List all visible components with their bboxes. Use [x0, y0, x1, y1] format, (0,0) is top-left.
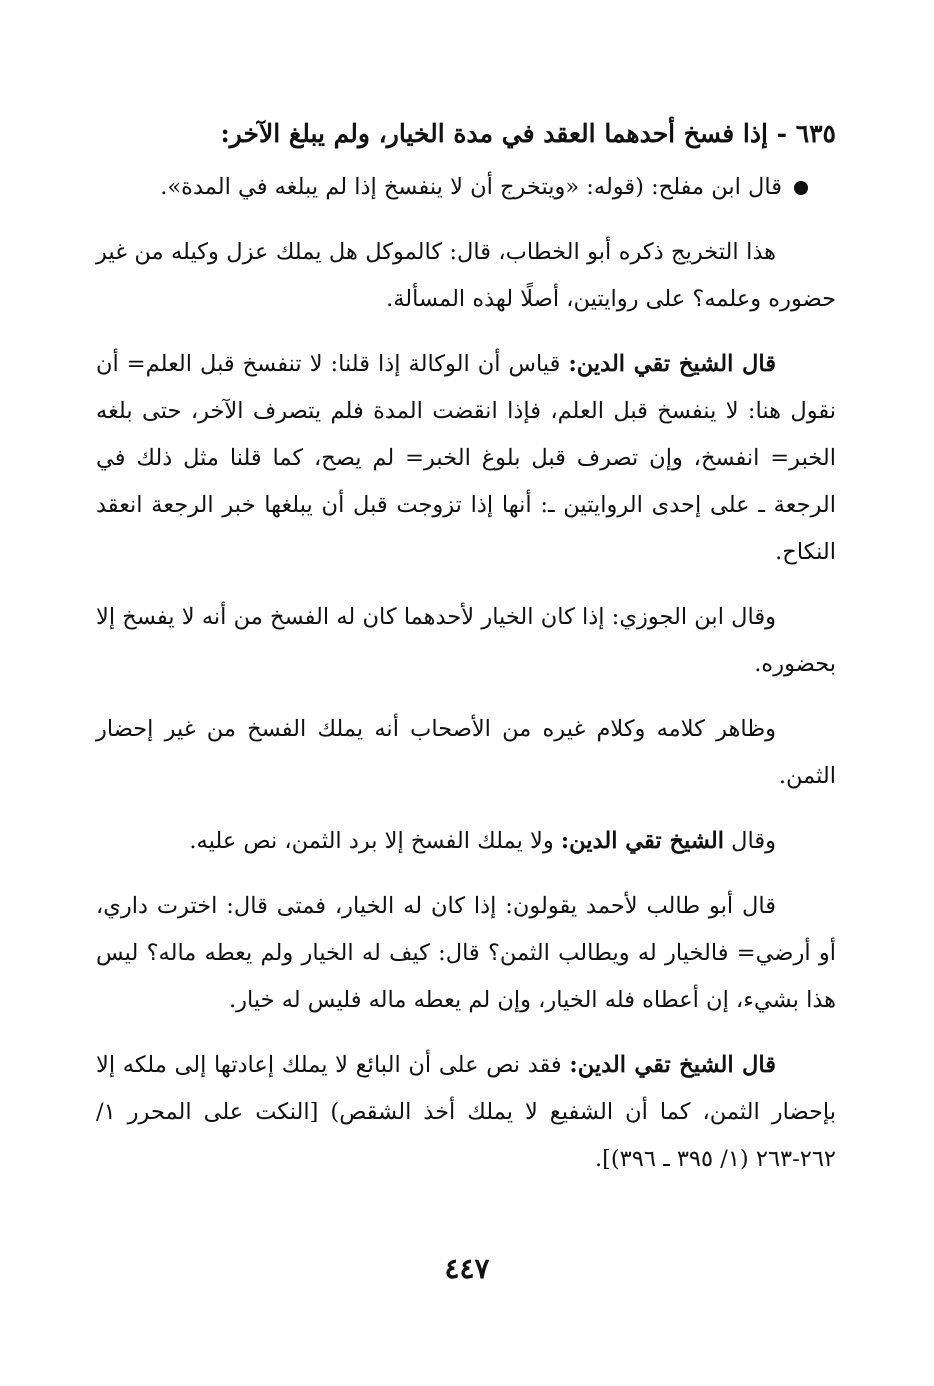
paragraph-2-text: قياس أن الوكالة إذا قلنا: لا تنفسخ قبل العلم= أن نقول هنا: لا ينفسخ قبل العلم، فإذا انقضت المدة فلم يتصرف الآخر، حتى بلغه الخبر= انفسخ، وإن تصرف قبل بلوغ الخبر= لم يصح، كما قلنا مثل ذلك في الرجعة ـ على إحدى الروايتين ـ: أنها إذا تزوجت قبل أن يبلغها خبر الرجعة انعقد النكاح. [96, 351, 836, 565]
paragraph-1: هذا التخريج ذكره أبو الخطاب، قال: كالموكل هل يملك عزل وكيله من غير حضوره وعلمه؟ على روايتين، أصلًا لهذه المسألة. [96, 239, 836, 312]
paragraph-5 [96, 818, 836, 865]
bullet-text: قال ابن مفلح: (قوله: «ويتخرج أن لا ينفسخ إذا لم يبلغه في المدة». [160, 174, 782, 200]
paragraph-6: قال أبو طالب لأحمد يقولون: إذا كان له الخيار، فمتى قال: اخترت داري، أو أرضي= فالخيار له ويطالب الثمن؟ قال: كيف له الخيار ولم يعطه ماله؟ ليس هذا بشيء، إن أعطاه فله الخيار، وإن لم يعطه ماله فليس له خيار. [96, 893, 836, 1013]
paragraph-7-text: فقد نص على أن البائع لا يملك إعادتها إلى ملكه إلا بإحضار الثمن، كما أن الشفيع لا يملك أخذ الشقص) [النكت على المحرر ١/ ٢٦٢-٢٦٣ (١/ ٣٩٥ ـ ٣٩٦)]. [96, 1052, 836, 1172]
page-number: ٤٤٧ [444, 1252, 490, 1285]
paragraph-2 [96, 341, 836, 576]
paragraph-2-speaker: قال الشيخ تقي الدين: [568, 351, 776, 377]
paragraph-7-speaker: قال الشيخ تقي الدين: [569, 1052, 777, 1078]
bullet-paragraph [96, 164, 836, 211]
paragraph-5-prefix: وقال [724, 828, 776, 854]
paragraph-3: وقال ابن الجوزي: إذا كان الخيار لأحدهما كان له الفسخ من أنه لا يفسخ إلا بحضوره. [96, 604, 836, 677]
paragraph-5-speaker: الشيخ تقي الدين: [560, 828, 725, 854]
page-body [96, 108, 836, 1201]
paragraph-7 [96, 1042, 836, 1183]
paragraph-4: وظاهر كلامه وكلام غيره من الأصحاب أنه يملك الفسخ من غير إحضار الثمن. [96, 716, 836, 789]
paragraph-5-text: ولا يملك الفسخ إلا برد الثمن، نص عليه. [189, 828, 561, 854]
section-heading: ٦٣٥ - إذا فسخ أحدهما العقد في مدة الخيار، ولم يبلغ الآخر: [220, 119, 836, 148]
bullet-dot-icon [794, 181, 808, 195]
